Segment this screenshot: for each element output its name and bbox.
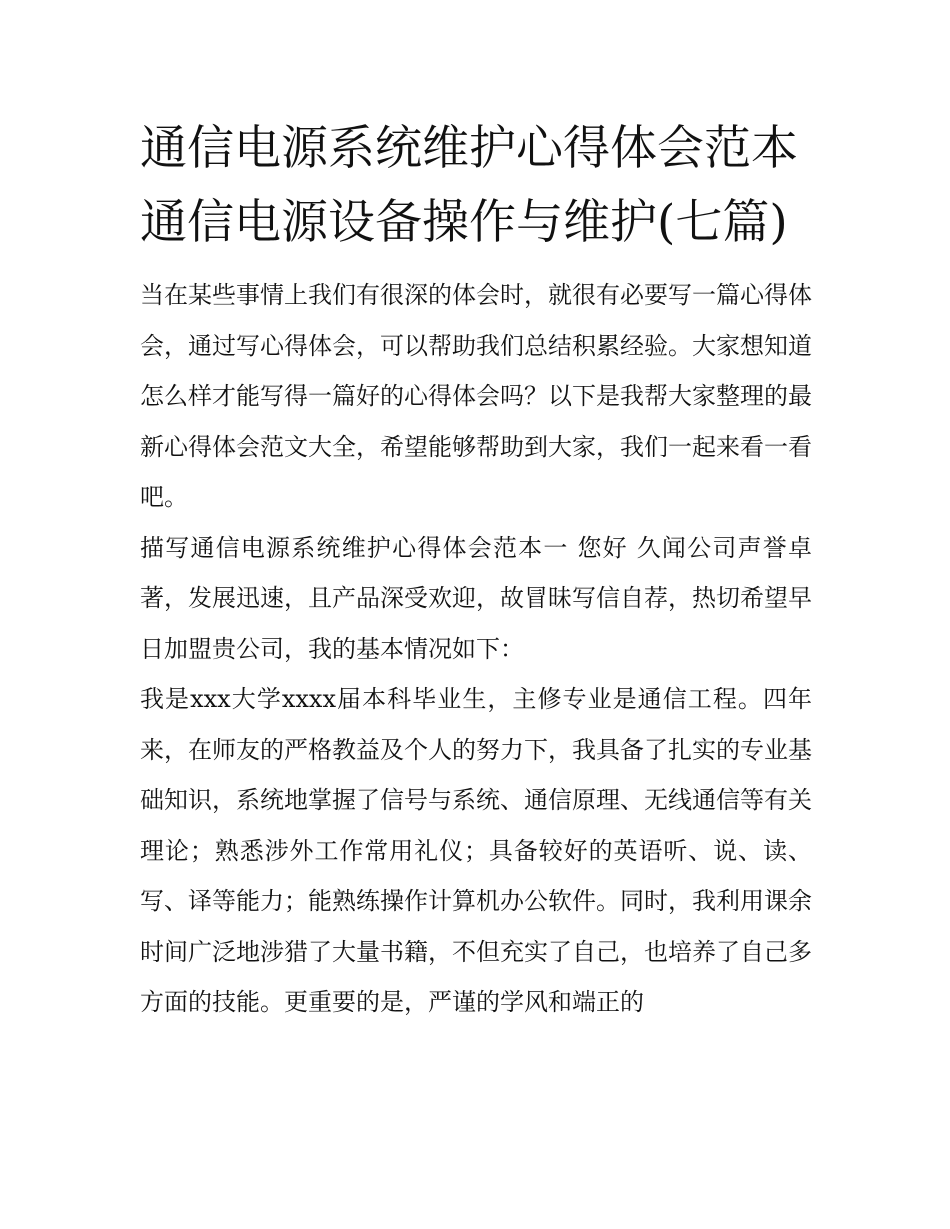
- document-title: 通信电源系统维护心得体会范本 通信电源设备操作与维护(七篇): [140, 121, 798, 250]
- document-body: [140, 112, 812, 1028]
- self-introduction-paragraph: 我是xxx大学xxxx届本科毕业生，主修专业是通信工程。四年来，在师友的严格教益及个人的努力下，我具备了扎实的专业基础知识，系统地掌握了信号与系统、通信原理、无线通信等有关理论；熟悉涉外工作常用礼仪；具备较好的英语听、说、读、写、译等能力；能熟练操作计算机办公软件。同时，我利用课余时间广泛地涉猎了大量书籍，不但充实了自己，也培养了自己多方面的技能。更重要的是，严谨的学风和端正的: [140, 685, 812, 1016]
- section-one-paragraph: 描写通信电源系统维护心得体会范本一 您好 久闻公司声誉卓著，发展迅速，且产品深受欢迎，故冒昧写信自荐，热切希望早日加盟贵公司，我的基本情况如下：: [140, 533, 812, 663]
- intro-paragraph: 当在某些事情上我们有很深的体会时，就很有必要写一篇心得体会，通过写心得体会，可以帮助我们总结积累经验。大家想知道怎么样才能写得一篇好的心得体会吗？以下是我帮大家整理的最新心得体会范文大全，希望能够帮助到大家，我们一起来看一看吧。: [140, 281, 812, 511]
